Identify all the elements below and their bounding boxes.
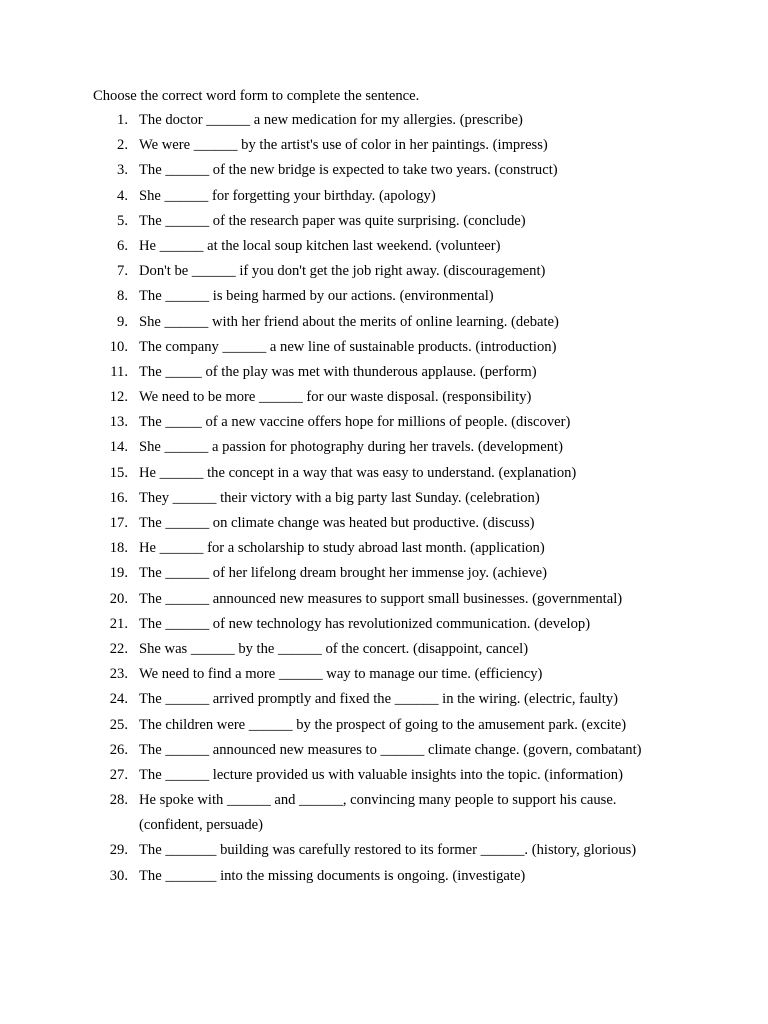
list-item [0,640,768,665]
item-number: 28. [109,792,128,809]
list-item [0,766,768,791]
item-text: He ______ for a scholarship to study abroad last month. (application) [139,540,545,557]
item-text: The children were ______ by the prospect of going to the amusement park. (excite) [139,716,627,733]
item-text-continuation: (confident, persuade) [139,817,263,834]
list-item [0,615,768,640]
item-number: 19. [109,565,128,582]
list-item [0,690,768,715]
list-item [0,539,768,564]
list-item [0,564,768,589]
list-item [0,665,768,690]
item-text: The ______ announced new measures to ______ climate change. (govern, combatant) [139,741,642,758]
item-number: 27. [109,766,128,783]
item-text: She ______ for forgetting your birthday. (apology) [139,187,436,204]
item-number: 2. [117,137,128,154]
item-text: We need to be more ______ for our waste disposal. (responsibility) [139,389,532,406]
list-item [0,136,768,161]
list-item [0,388,768,413]
item-text: We need to find a more ______ way to manage our time. (efficiency) [139,666,543,683]
list-item [0,363,768,388]
item-number: 18. [109,540,128,557]
list-item [0,111,768,136]
item-number: 29. [109,842,128,859]
item-number: 8. [117,288,128,305]
list-item [0,338,768,363]
item-number: 24. [109,691,128,708]
item-number: 25. [109,716,128,733]
item-text: She ______ with her friend about the merits of online learning. (debate) [139,313,559,330]
item-number: 10. [109,338,128,355]
list-item [0,791,768,841]
item-text: The ______ on climate change was heated but productive. (discuss) [139,515,535,531]
exercise-list [0,111,768,892]
item-text: The _______ into the missing documents is ongoing. (investigate) [139,867,526,884]
item-number: 12. [109,389,128,406]
list-item [0,212,768,237]
list-item [0,590,768,615]
list-item [0,464,768,489]
item-number: 7. [117,263,128,280]
item-number: 21. [109,615,128,632]
list-item [0,489,768,514]
item-text: The ______ of the research paper was quite surprising. (conclude) [139,212,526,229]
item-number: 16. [109,489,128,506]
list-item [0,161,768,186]
list-item [0,514,768,539]
item-text: She ______ a passion for photography during her travels. (development) [139,439,563,456]
item-text: The ______ of new technology has revolutionized communication. (develop) [139,615,591,632]
list-item [0,867,768,892]
item-number: 15. [109,464,128,481]
item-text: The ______ arrived promptly and fixed the ______ in the wiring. (electric, faulty) [139,691,619,708]
item-text: He ______ at the local soup kitchen last weekend. (volunteer) [139,237,501,254]
item-number: 11. [110,363,128,380]
item-number: 9. [117,313,128,330]
item-number: 3. [117,162,128,179]
item-text: He ______ the concept in a way that was easy to understand. (explanation) [139,464,577,481]
item-number: 14. [109,439,128,456]
item-text: Don't be ______ if you don't get the job right away. (discouragement) [139,263,546,280]
list-item [0,187,768,212]
item-number: 20. [109,590,128,607]
item-number: 26. [109,741,128,758]
list-item [0,237,768,262]
item-text: The ______ announced new measures to support small businesses. (governmental) [139,590,623,607]
list-item [0,287,768,312]
list-item [0,716,768,741]
item-number: 17. [109,515,128,531]
item-text: The _____ of the play was met with thunderous applause. (perform) [139,363,537,380]
list-item [0,413,768,438]
item-number: 1. [117,112,128,128]
item-text: The doctor ______ a new medication for my allergies. (prescribe) [139,112,523,128]
item-text: She was ______ by the ______ of the concert. (disappoint, cancel) [139,640,529,657]
item-number: 30. [109,867,128,884]
item-number: 23. [109,666,128,683]
item-number: 5. [117,212,128,229]
item-number: 4. [117,187,128,204]
list-item [0,438,768,463]
item-text: The ______ of her lifelong dream brought her immense joy. (achieve) [139,565,547,582]
item-text: They ______ their victory with a big party last Sunday. (celebration) [139,489,540,506]
list-item [0,313,768,338]
item-number: 22. [109,640,128,657]
list-item [0,741,768,766]
item-text: The _______ building was carefully restored to its former ______. (history, glorious) [139,842,637,859]
item-text: The _____ of a new vaccine offers hope for millions of people. (discover) [139,414,571,431]
list-item [0,262,768,287]
item-text: He spoke with ______ and ______, convincing many people to support his cause. [139,792,617,809]
item-text: The company ______ a new line of sustainable products. (introduction) [139,338,557,355]
item-text: We were ______ by the artist's use of color in her paintings. (impress) [139,137,548,154]
item-number: 6. [117,237,128,254]
item-number: 13. [109,414,128,431]
list-item [0,841,768,866]
item-text: The ______ is being harmed by our actions. (environmental) [139,288,494,305]
item-text: The ______ lecture provided us with valuable insights into the topic. (information) [139,766,623,783]
item-text: The ______ of the new bridge is expected to take two years. (construct) [139,162,558,179]
instructions: Choose the correct word form to complete the sentence. [93,88,420,104]
